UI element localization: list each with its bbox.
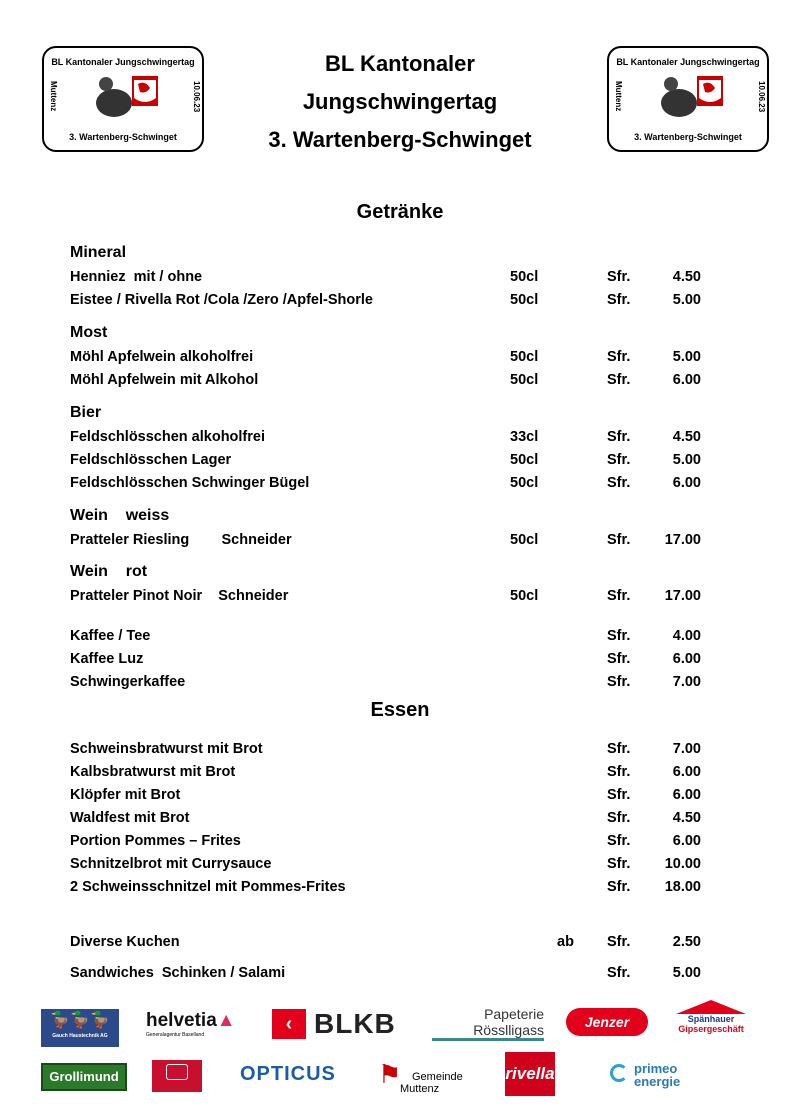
- logo-right-text: 10.06.23: [192, 81, 201, 113]
- item-currency: Sfr.: [607, 879, 631, 895]
- item-currency: Sfr.: [607, 856, 631, 872]
- menu-item: [70, 877, 710, 897]
- logo-bottom-text: 3. Wartenberg-Schwinget: [634, 132, 742, 142]
- menu-item: [70, 649, 710, 669]
- item-name: Klöpfer mit Brot: [70, 787, 181, 803]
- sponsor-blkb-text: BLKB: [314, 1008, 396, 1039]
- sponsor-spaenhauer-text2: Gipsergeschäft: [678, 1024, 744, 1034]
- sponsor-feldschloesschen: [152, 1060, 202, 1092]
- sponsor-spaenhauer: [676, 1000, 746, 1046]
- item-price: 5.00: [672, 349, 701, 365]
- menu-item: [70, 739, 710, 759]
- item-volume: 50cl: [510, 532, 539, 548]
- sponsor-helvetia-text: helvetia: [146, 1010, 217, 1031]
- item-price: 6.00: [672, 372, 701, 388]
- sponsor-papeterie: [432, 1006, 544, 1042]
- item-price: 4.50: [672, 429, 701, 445]
- item-currency: Sfr.: [607, 372, 631, 388]
- item-name: Möhl Apfelwein mit Alkohol: [70, 372, 259, 388]
- menu-item: [70, 932, 710, 952]
- item-currency: Sfr.: [607, 810, 631, 826]
- menu-item: [70, 450, 710, 470]
- section-title-food: Essen: [370, 699, 430, 721]
- category-most: Most: [70, 324, 108, 341]
- menu-item: [70, 785, 710, 805]
- sponsor-primeo: [610, 1062, 700, 1092]
- item-currency: Sfr.: [607, 651, 631, 667]
- logo-top-text: BL Kantonaler Jungschwingertag: [616, 57, 760, 67]
- menu-item: [70, 586, 710, 606]
- item-name: Kaffee Luz: [70, 651, 144, 667]
- sponsor-gemeinde-muttenz: ⚑ Gemeinde Muttenz: [378, 1059, 463, 1095]
- menu-item: [70, 267, 710, 287]
- item-volume: 50cl: [510, 349, 539, 365]
- event-logo-right: [607, 46, 769, 152]
- menu-item: [70, 854, 710, 874]
- item-volume: 50cl: [510, 475, 539, 491]
- item-volume: 50cl: [510, 269, 539, 285]
- item-price: 18.00: [664, 879, 701, 895]
- item-price: 4.50: [672, 810, 701, 826]
- menu-item: [70, 370, 710, 390]
- item-currency: Sfr.: [607, 452, 631, 468]
- sponsor-gemeinde-text1: Gemeinde: [412, 1071, 463, 1083]
- section-title-drinks: Getränke: [356, 201, 444, 223]
- item-price: 17.00: [664, 588, 701, 604]
- title-line-2: Jungschwingertag: [302, 89, 498, 114]
- item-name: Henniez mit / ohne: [70, 269, 203, 285]
- item-name: Pratteler Pinot Noir Schneider: [70, 588, 289, 604]
- menu-item: [70, 626, 710, 646]
- item-price: 6.00: [672, 764, 701, 780]
- title-line-3: 3. Wartenberg-Schwinget: [268, 127, 532, 152]
- item-name: Schwingerkaffee: [70, 674, 186, 690]
- category-bier: Bier: [70, 404, 102, 421]
- menu-item: [70, 290, 710, 310]
- item-volume: 50cl: [510, 588, 539, 604]
- menu-item: [70, 347, 710, 367]
- sponsor-jenzer: Jenzer: [566, 1008, 648, 1036]
- item-price: 6.00: [672, 833, 701, 849]
- item-price: 7.00: [672, 741, 701, 757]
- item-name: Kalbsbratwurst mit Brot: [70, 764, 236, 780]
- sponsor-rivella: rivella: [505, 1052, 555, 1096]
- sponsor-opticus: OPTICUS: [240, 1063, 336, 1085]
- sponsor-grollimund: Grollimund: [41, 1063, 127, 1091]
- item-name: Möhl Apfelwein alkoholfrei: [70, 349, 254, 365]
- item-currency: Sfr.: [607, 764, 631, 780]
- item-name: Eistee / Rivella Rot /Cola /Zero /Apfel-Shorle: [70, 292, 373, 308]
- item-volume: 50cl: [510, 292, 539, 308]
- menu-item: [70, 808, 710, 828]
- item-volume: 50cl: [510, 452, 539, 468]
- page-title: [200, 45, 600, 159]
- item-name: Sandwiches Schinken / Salami: [70, 965, 286, 981]
- sponsor-gemeinde-text2: Muttenz: [400, 1083, 440, 1095]
- logo-left-text: Muttenz: [49, 81, 58, 112]
- category-mineral: Mineral: [70, 244, 127, 261]
- title-line-1: BL Kantonaler: [325, 51, 475, 76]
- sponsor-blkb: ‹ BLKB: [272, 1008, 412, 1040]
- sponsor-papeterie-text2: Rösslligass: [432, 1022, 544, 1041]
- event-logo-left: [42, 46, 204, 152]
- item-price: 6.00: [672, 787, 701, 803]
- item-currency: Sfr.: [607, 628, 631, 644]
- item-name: Waldfest mit Brot: [70, 810, 190, 826]
- item-price: 5.00: [672, 452, 701, 468]
- item-currency: Sfr.: [607, 787, 631, 803]
- item-currency: Sfr.: [607, 674, 631, 690]
- menu-item: [70, 473, 710, 493]
- menu-item: [70, 831, 710, 851]
- item-price: 4.50: [672, 269, 701, 285]
- sponsor-spaenhauer-text1: Spänhauer: [687, 1014, 735, 1024]
- logo-left-text: Muttenz: [614, 81, 623, 112]
- item-name: Pratteler Riesling Schneider: [70, 532, 292, 548]
- item-name: Schnitzelbrot mit Currysauce: [70, 856, 272, 872]
- item-price: 4.00: [672, 628, 701, 644]
- item-price: 5.00: [672, 965, 701, 981]
- item-currency: Sfr.: [607, 833, 631, 849]
- item-currency: Sfr.: [607, 292, 631, 308]
- item-name: Kaffee / Tee: [70, 628, 151, 644]
- item-name: Feldschlösschen Schwinger Bügel: [70, 475, 310, 491]
- item-currency: Sfr.: [607, 532, 631, 548]
- sponsor-papeterie-text1: Papeterie: [484, 1006, 544, 1022]
- item-price: 5.00: [672, 292, 701, 308]
- item-name: 2 Schweinsschnitzel mit Pommes-Frites: [70, 879, 346, 895]
- menu-item: [70, 427, 710, 447]
- menu-item: [70, 530, 710, 550]
- sponsor-helvetia-sub: Generalagentur Baselland: [146, 1032, 205, 1038]
- item-volume: 50cl: [510, 372, 539, 388]
- item-price: 6.00: [672, 475, 701, 491]
- item-currency: Sfr.: [607, 349, 631, 365]
- item-price: 17.00: [664, 532, 701, 548]
- wrestler-crest-icon: [649, 68, 729, 126]
- item-currency: Sfr.: [607, 965, 631, 981]
- item-name: Schweinsbratwurst mit Brot: [70, 741, 263, 757]
- item-price: 10.00: [664, 856, 701, 872]
- sponsor-gauch: 🦆🦆🦆 Gauch Haustechnik AG: [41, 1009, 119, 1047]
- logo-top-text: BL Kantonaler Jungschwingertag: [51, 57, 195, 67]
- sponsor-primeo-text2: energie: [634, 1074, 681, 1089]
- item-currency: Sfr.: [607, 475, 631, 491]
- item-currency: Sfr.: [607, 269, 631, 285]
- menu-item: [70, 672, 710, 692]
- category-wein-rot: Wein rot: [70, 563, 148, 580]
- menu-item: [70, 762, 710, 782]
- category-wein-weiss: Wein weiss: [70, 507, 170, 524]
- item-price: 6.00: [672, 651, 701, 667]
- item-name: Diverse Kuchen: [70, 934, 180, 950]
- item-volume: 33cl: [510, 429, 539, 445]
- wrestler-crest-icon: [84, 68, 164, 126]
- item-name: Portion Pommes – Frites: [70, 833, 241, 849]
- logo-right-text: 10.06.23: [757, 81, 766, 113]
- item-currency: Sfr.: [607, 588, 631, 604]
- item-name: Feldschlösschen alkoholfrei: [70, 429, 265, 445]
- logo-bottom-text: 3. Wartenberg-Schwinget: [69, 132, 177, 142]
- item-name: Feldschlösschen Lager: [70, 452, 232, 468]
- sponsor-primeo-text1: primeo: [634, 1061, 678, 1076]
- menu-item: [70, 963, 710, 983]
- item-currency: Sfr.: [607, 741, 631, 757]
- item-price: 2.50: [672, 934, 701, 950]
- item-currency: Sfr.: [607, 429, 631, 445]
- sponsor-gauch-text: Gauch Haustechnik AG: [52, 1033, 108, 1039]
- item-currency: Sfr.: [607, 934, 631, 950]
- sponsor-helvetia: helvetia▲ Generalagentur Baselland: [146, 1010, 256, 1050]
- item-prefix: ab: [557, 934, 574, 950]
- item-price: 7.00: [672, 674, 701, 690]
